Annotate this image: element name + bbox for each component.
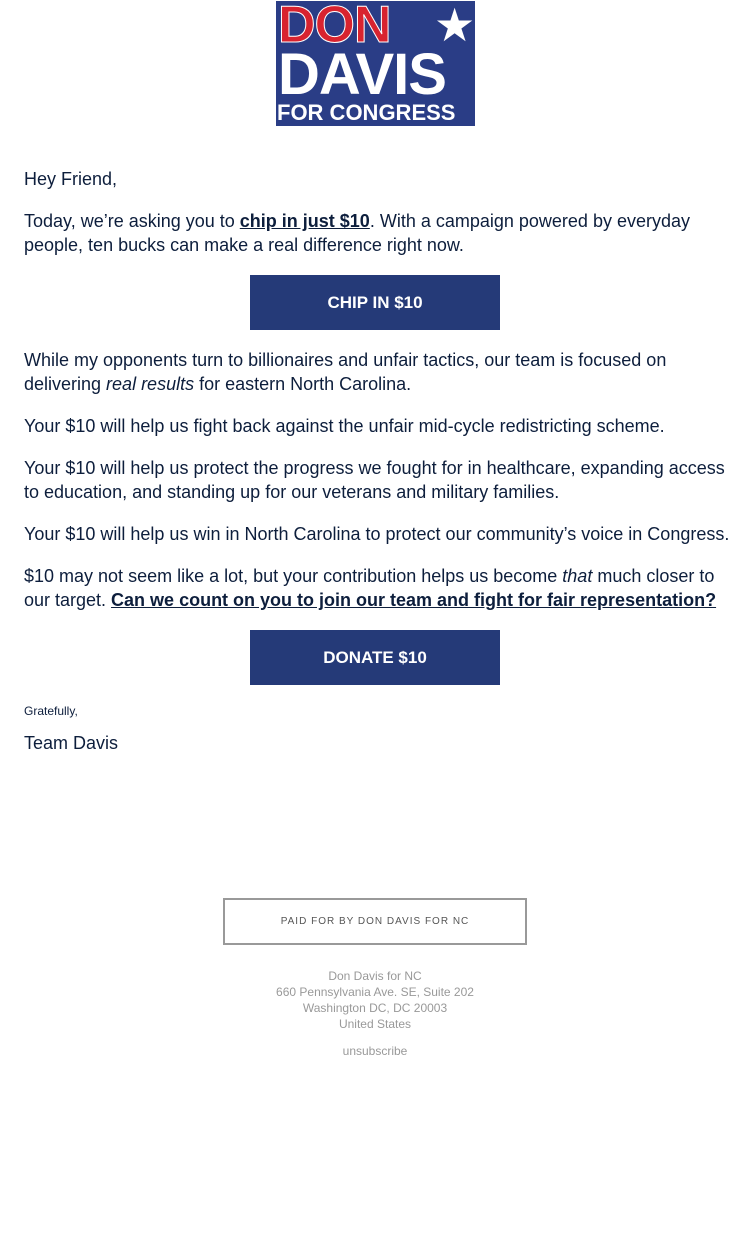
join-team-link[interactable]: Can we count on you to join our team and fight for fair representation? bbox=[111, 590, 717, 610]
paragraph-ask: Today, we’re asking you to chip in just $10. With a campaign powered by everyday people, ten bucks can make a real difference right now. bbox=[24, 211, 690, 255]
paragraph-target: $10 may not seem like a lot, but your contribution helps us become that much closer to our target. Can we count on you to join our team and fight for fair representation? bbox=[24, 566, 717, 610]
logo-davis: DAVIS bbox=[278, 42, 446, 107]
chip-in-link[interactable]: chip in just $10 bbox=[239, 211, 370, 231]
chip-in-button[interactable]: CHIP IN $10 bbox=[250, 275, 500, 330]
footer-address: Don Davis for NC 660 Pennsylvania Ave. SE, Suite 202 Washington DC, DC 20003 United States bbox=[276, 969, 474, 1031]
paragraph-win: Your $10 will help us win in North Carolina to protect our community’s voice in Congress. bbox=[24, 524, 730, 544]
star-icon: ★ bbox=[434, 0, 476, 51]
paragraph-redistricting: Your $10 will help us fight back against the unfair mid-cycle redistricting scheme. bbox=[24, 416, 665, 436]
paragraph-progress: Your $10 will help us protect the progress we fought for in healthcare, expanding access to education, and standing up for our veterans and military families. bbox=[24, 458, 725, 502]
paragraph-opponents: While my opponents turn to billionaires and unfair tactics, our team is focused on delivering real results for eastern North Carolina. bbox=[24, 350, 667, 394]
signature: Team Davis bbox=[24, 733, 119, 753]
don-davis-logo bbox=[276, 1, 475, 126]
logo-don: DON bbox=[278, 0, 391, 54]
greeting: Hey Friend, bbox=[24, 169, 118, 189]
closing: Gratefully, bbox=[24, 704, 78, 718]
logo-for-congress: FOR CONGRESS bbox=[277, 100, 456, 125]
donate-button[interactable]: DONATE $10 bbox=[250, 630, 500, 685]
unsubscribe-link[interactable]: unsubscribe bbox=[342, 1044, 408, 1058]
email-body bbox=[24, 167, 730, 773]
paid-for-disclaimer: PAID FOR BY DON DAVIS FOR NC bbox=[223, 898, 527, 945]
